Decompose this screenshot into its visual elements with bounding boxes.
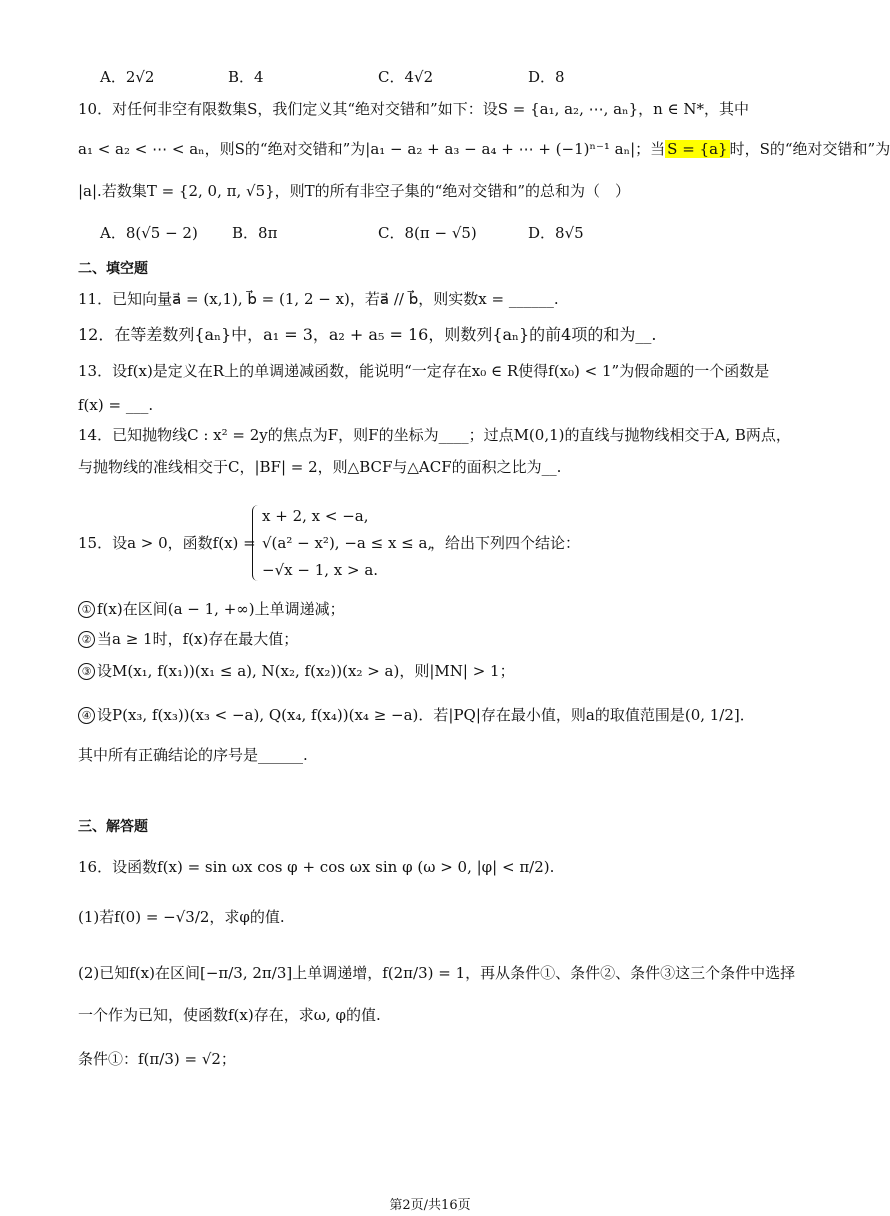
q15-ask: 其中所有正确结论的序号是______. [78, 746, 308, 764]
q15-case-2: √(a² − x²), −a ≤ x ≤ a, [262, 534, 433, 552]
q15-conclusion-4-text: 设P(x₃, f(x₃))(x₃ < −a), Q(x₄, f(x₄))(x₄ ≥ −a)．若|PQ|存在最小值，则a的取值范围是(0, 1/2]． [97, 706, 755, 724]
circled-number-1: ① [78, 601, 95, 618]
section-solutions: 三、解答题 [78, 819, 148, 835]
q10-line-1: 10．对任何非空有限数集S，我们定义其“绝对交错和”如下：设S = {a₁, a₂, ⋯, aₙ}，n ∈ N*，其中 [78, 100, 750, 118]
q10-option-d: D．8√5 [528, 224, 584, 242]
q15-case-3: −√x − 1, x > a. [262, 561, 379, 579]
q10-line-2-text-b: 时，S的“绝对交错和”为 [729, 140, 890, 158]
q14-line-2: 与抛物线的准线相交于C，|BF| = 2，则△BCF与△ACF的面积之比为__. [78, 458, 562, 476]
q16-condition-1: 条件①：f(π/3) = √2； [78, 1050, 236, 1068]
q10-option-c: C．8(π − √5) [378, 224, 477, 242]
q10-option-b: B．8π [232, 224, 278, 242]
q15-case-1: x + 2, x < −a, [262, 507, 369, 525]
q10-line-3: |a|.若数集T = {2, 0, π, √5}，则T的所有非空子集的“绝对交错和”的总和为（ ） [78, 182, 631, 200]
q10-option-a: A．8(√5 − 2) [100, 224, 198, 242]
q15-lead: 15．设a > 0，函数f(x) = [78, 534, 256, 552]
q14-line-1: 14．已知抛物线C : x² = 2y的焦点为F，则F的坐标为____；过点M(0,1)的直线与抛物线相交于A, B两点， [78, 426, 791, 444]
q11: 11．已知向量a⃗ = (x,1), b⃗ = (1, 2 − x)，若a⃗ // b⃗，则实数x = ______. [78, 290, 559, 308]
q12: 12．在等差数列{aₙ}中，a₁ = 3，a₂ + a₅ = 16，则数列{aₙ}的前4项的和为__. [78, 325, 657, 344]
q10-line-2-text-a: a₁ < a₂ < ⋯ < aₙ，则S的“绝对交错和”为|a₁ − a₂ + a₃ − a₄ + ⋯ + (−1)ⁿ⁻¹ aₙ|；当 [78, 140, 666, 158]
q10-highlight: S = {a} [667, 140, 728, 158]
circled-number-2: ② [78, 631, 95, 648]
q9-option-b: B．4 [228, 68, 264, 86]
q15-conclusion-2 [78, 628, 298, 650]
q9-option-a: A．2√2 [100, 68, 155, 86]
q15-conclusion-2-text: 当a ≥ 1时，f(x)存在最大值； [97, 630, 299, 648]
q10-line-2 [78, 138, 890, 160]
q15-conclusion-1-text: f(x)在区间(a − 1, +∞)上单调递减； [97, 600, 345, 618]
circled-number-3: ③ [78, 663, 95, 680]
q16-line-1: 16．设函数f(x) = sin ωx cos φ + cos ωx sin φ (ω > 0, |φ| < π/2). [78, 858, 555, 876]
q15-conclusion-4 [78, 704, 755, 726]
q16-part-2-line-1: (2)已知f(x)在区间[−π/3, 2π/3]上单调递增，f(2π/3) = 1，再从条件①、条件②、条件③这三个条件中选择 [78, 964, 796, 982]
section-fill-in: 二、填空题 [78, 261, 148, 277]
q13-line-1: 13．设f(x)是定义在R上的单调递减函数，能说明“一定存在x₀ ∈ R使得f(x₀) < 1”为假命题的一个函数是 [78, 362, 770, 380]
q15-conclusion-1 [78, 598, 345, 620]
q16-part-1: (1)若f(0) = −√3/2，求φ的值. [78, 908, 285, 926]
q15-conclusion-3 [78, 660, 515, 682]
q13-line-2: f(x) = ___. [78, 396, 154, 414]
page-footer: 第2页/共16页 [389, 1198, 471, 1213]
q16-part-2-line-2: 一个作为已知，使函数f(x)存在，求ω, φ的值. [78, 1006, 381, 1024]
q9-option-c: C．4√2 [378, 68, 434, 86]
q15-tail: ，给出下列四个结论： [430, 534, 581, 552]
circled-number-4: ④ [78, 707, 95, 724]
q9-option-d: D．8 [528, 68, 565, 86]
q15-conclusion-3-text: 设M(x₁, f(x₁))(x₁ ≤ a), N(x₂, f(x₂))(x₂ > a)，则|MN| > 1； [97, 662, 515, 680]
